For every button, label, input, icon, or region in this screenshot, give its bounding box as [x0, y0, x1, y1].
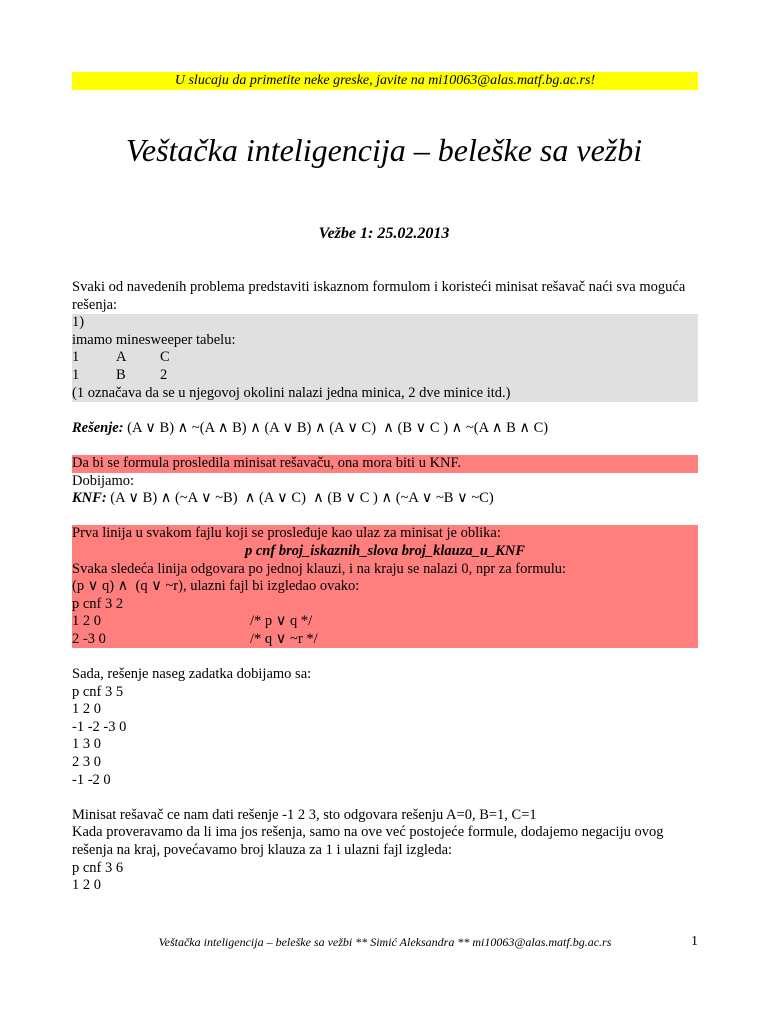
error-report-notice: U slucaju da primetite neke greske, javite na mi10063@alas.matf.bg.ac.rs! [72, 72, 698, 90]
clause-comment: /* p ∨ q */ [250, 613, 313, 630]
knf-formula: (A ∨ B) ∧ (~A ∨ ~B) ∧ (A ∨ C) ∧ (B ∨ C ) ∧ (~A ∨ ~B ∨ ~C) [106, 490, 494, 507]
problem-description: imamo minesweeper tabelu: [72, 331, 236, 348]
cnf-line: p cnf 3 6 [72, 859, 124, 876]
knf-requirement-note: Da bi se formula prosledila minisat rešavaču, ona mora biti u KNF. [72, 455, 698, 473]
solution-formula: (A ∨ B) ∧ ~(A ∧ B) ∧ (A ∨ B) ∧ (A ∨ C) ∧ (B ∨ C ) ∧ ~(A ∧ B ∧ C) [123, 419, 549, 436]
minisat-result: Minisat rešavač ce nam dati rešenje -1 2 3, sto odgovara rešenju A=0, B=1, C=1 [72, 806, 537, 823]
format-clause-2 [72, 631, 698, 649]
minesweeper-row-1 [72, 349, 698, 367]
solution-line [72, 420, 698, 438]
clause-comment: /* q ∨ ~r */ [250, 630, 318, 647]
clause-code: 2 -3 0 [72, 630, 106, 647]
page-number: 1 [691, 934, 698, 949]
cell: 1 [72, 349, 80, 366]
cnf-line: -1 -2 -3 0 [72, 718, 127, 735]
document-title: Veštačka inteligencija – beleške sa vežbi [125, 132, 643, 168]
format-line-4: (p ∨ q) ∧ (q ∨ ~r), ulazni fajl bi izgledao ovako: [72, 578, 360, 595]
cnf-line: p cnf 3 5 [72, 683, 124, 700]
format-clause-1 [72, 613, 698, 631]
format-line-1: Prva linija u svakom fajlu koji se prosleđuje kao ulaz za minisat je oblika: [72, 525, 501, 542]
exercise-date-heading: Vežbe 1: 25.02.2013 [318, 225, 450, 242]
cell: B [116, 366, 126, 383]
cell: 1 [72, 366, 80, 383]
cnf-line: 1 3 0 [72, 736, 101, 753]
knf-label: KNF: [72, 490, 107, 507]
knf-line [72, 490, 698, 508]
cnf-line: 2 3 0 [72, 754, 101, 771]
solution-label: Rešenje: [72, 419, 124, 436]
cell: 2 [160, 366, 168, 383]
problem-block [72, 314, 698, 402]
intro-paragraph: Svaki od navedenih problema predstaviti iskaznom formulom i koristeći minisat rešavač naći sva moguća rešenja: [72, 279, 686, 313]
document-body [72, 279, 698, 895]
format-header: p cnf broj_iskaznih_slova broj_klauza_u_KNF [245, 542, 525, 559]
footer-text: Veštačka inteligencija – beleške sa vežbi ** Simić Aleksandra ** mi10063@alas.matf.bg.ac.rs [158, 935, 612, 949]
minesweeper-row-2 [72, 367, 698, 385]
format-line-5: p cnf 3 2 [72, 595, 124, 612]
input-format-block [72, 525, 698, 648]
cell: A [116, 349, 127, 366]
clause-code: 1 2 0 [72, 613, 101, 630]
dobijamo-label: Dobijamo: [72, 472, 135, 489]
format-line-3: Svaka sledeća linija odgovara po jednoj klauzi, i na kraju se nalazi 0, npr za formulu: [72, 560, 567, 577]
continuation-paragraph: Kada proveravamo da li ima jos rešenja, samo na ove već postojeće formule, dodajemo negaciju ovog rešenja na kraj, povećavamo broj klauza za 1 i ulazni fajl izgleda: [72, 824, 664, 858]
cnf-line: 1 2 0 [72, 701, 101, 718]
sada-line: Sada, rešenje naseg zadatka dobijamo sa: [72, 666, 312, 683]
problem-note: (1 označava da se u njegovoj okolini nalazi jedna minica, 2 dve minice itd.) [72, 384, 511, 401]
problem-number: 1) [72, 314, 85, 331]
cnf-line: 1 2 0 [72, 877, 101, 894]
cnf-line: -1 -2 0 [72, 771, 111, 788]
cell: C [160, 349, 170, 366]
